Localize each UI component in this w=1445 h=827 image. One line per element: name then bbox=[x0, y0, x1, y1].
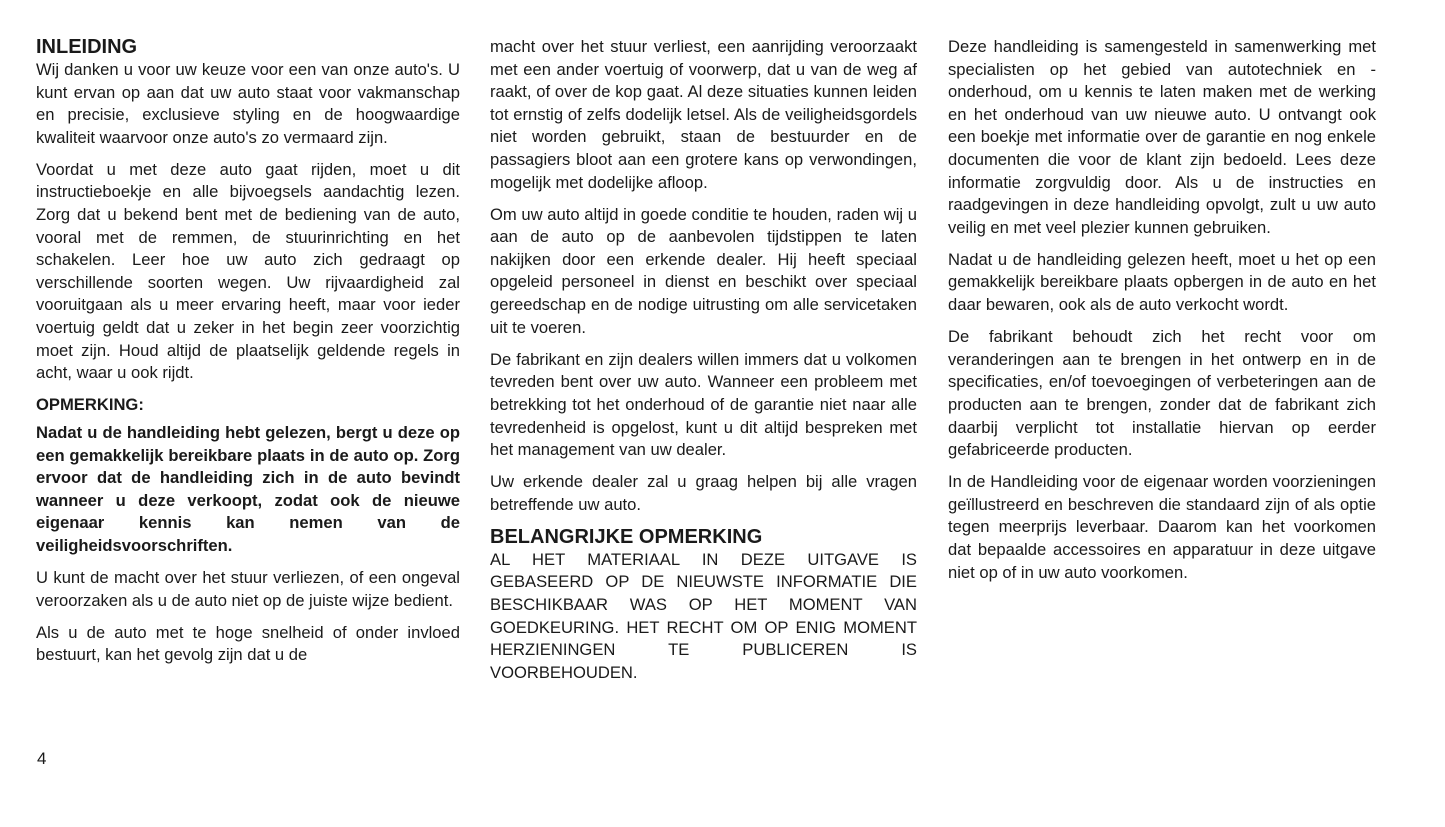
column-left bbox=[36, 36, 460, 676]
paragraph: Voordat u met deze auto gaat rijden, moet u dit instructieboekje en alle bijvoegsels aandachtig lezen. Zorg dat u bekend bent met de bediening van de auto, vooral met de remmen, de stuurinrichting en het schakelen. Leer hoe uw auto zich gedraagt op verschillende soorten wegen. Uw rijvaardigheid zal vooruitgaan als u meer ervaring heeft, maar voor ieder voertuig geldt dat u zeker in het begin zeer voorzichtig moet zijn. Houd altijd de plaatselijk geldende regels in acht, waar u ook rijdt. bbox=[36, 159, 460, 383]
column-right bbox=[948, 36, 1376, 594]
paragraph: Wij danken u voor uw keuze voor een van onze auto's. U kunt ervan op aan dat uw auto staat voor vakmanschap en precisie, exclusieve styling en de hoogwaardige kwaliteit waarvoor onze auto's zo vermaard zijn. bbox=[36, 60, 460, 147]
page-number: 4 bbox=[37, 749, 47, 768]
note-text: Nadat u de handleiding hebt gelezen, bergt u deze op een gemakkelijk bereikbare plaats in de auto op. Zorg ervoor dat de handleiding zich in de auto bevindt wanneer u deze verkoopt, zodat ook de nieuwe eigenaar kennis kan nemen van de veiligheidsvoorschriften. bbox=[36, 422, 460, 555]
paragraph: Nadat u de handleiding gelezen heeft, moet u het op een gemakkelijk bereikbare plaats opbergen in de auto en het daar bewaren, ook als de auto verkocht wordt. bbox=[948, 249, 1376, 315]
column-middle bbox=[490, 36, 917, 694]
paragraph: U kunt de macht over het stuur verliezen, of een ongeval veroorzaken als u de auto niet op de juiste wijze bedient. bbox=[36, 567, 460, 610]
paragraph: macht over het stuur verliest, een aanrijding veroorzaakt met een ander voertuig of voorwerp, dat u van de weg af raakt, of over de kop gaat. Al deze situaties kunnen leiden tot ernstig of zelfs dodelijk letsel. Als de veiligheidsgordels niet worden gebruikt, staan de bestuurder en de passagiers bloot aan een grotere kans op verwondingen, mogelijk met dodelijke afloop. bbox=[490, 37, 917, 192]
section-heading-belangrijke-opmerking: BELANGRIJKE OPMERKING bbox=[490, 525, 763, 548]
paragraph: Om uw auto altijd in goede conditie te houden, raden wij u aan de auto op de aanbevolen tijdstippen te laten nakijken door een erkende dealer. Hij heeft speciaal opgeleid personeel in dienst en beschikt over speciaal gereedschap en de nodige uitrusting om alle servicetaken uit te voeren. bbox=[490, 204, 917, 337]
paragraph: De fabrikant behoudt zich het recht voor om veranderingen aan te brengen in het ontwerp en in de specificaties, en/of toevoegingen of verbeteringen aan de producten aan te brengen, zonder dat de fabrikant zich daarbij verplicht tot installatie hiervan op eerder gefabriceerde producten. bbox=[948, 327, 1376, 460]
paragraph: De fabrikant en zijn dealers willen immers dat u volkomen tevreden bent over uw auto. Wanneer een probleem met betrekking tot het onderhoud of de garantie niet naar alle tevredenheid is opgelost, kunt u dit altijd bespreken met het management van uw dealer. bbox=[490, 349, 917, 460]
paragraph: Deze handleiding is samengesteld in samenwerking met specialisten op het gebied van autotechniek en -onderhoud, om u kennis te laten maken met de werking en het onderhoud van uw nieuwe auto. U ontvangt ook een boekje met informatie over de garantie en nog enkele documenten die voor de klant zijn bedoeld. Lees deze informatie zorgvuldig door. Als u de instructies en raadgevingen in deze handleiding opvolgt, zult u uw auto veilig en met veel plezier kunnen gebruiken. bbox=[948, 37, 1376, 237]
paragraph: In de Handleiding voor de eigenaar worden voorzieningen geïllustreerd en beschreven die standaard zijn of als optie tegen meerprijs leverbaar. Daarom kan het voorkomen dat bepaalde accessoires en apparatuur in deze uitgave niet op of in uw auto voorkomen. bbox=[948, 472, 1376, 582]
note-label: OPMERKING: bbox=[36, 395, 144, 415]
paragraph: Als u de auto met te hoge snelheid of onder invloed bestuurt, kan het gevolg zijn dat u de bbox=[36, 622, 460, 665]
paragraph: Uw erkende dealer zal u graag helpen bij alle vragen betreffende uw auto. bbox=[490, 472, 917, 514]
section-heading-inleiding: INLEIDING bbox=[36, 36, 138, 58]
important-notice-text: AL HET MATERIAAL IN DEZE UITGAVE IS GEBASEERD OP DE NIEUWSTE INFORMATIE DIE BESCHIKBAAR WAS OP HET MOMENT VAN GOEDKEURING. HET RECHT OM OP ENIG MOMENT HERZIENINGEN TE PUBLICEREN IS VOORBEHOUDEN. bbox=[490, 549, 917, 682]
